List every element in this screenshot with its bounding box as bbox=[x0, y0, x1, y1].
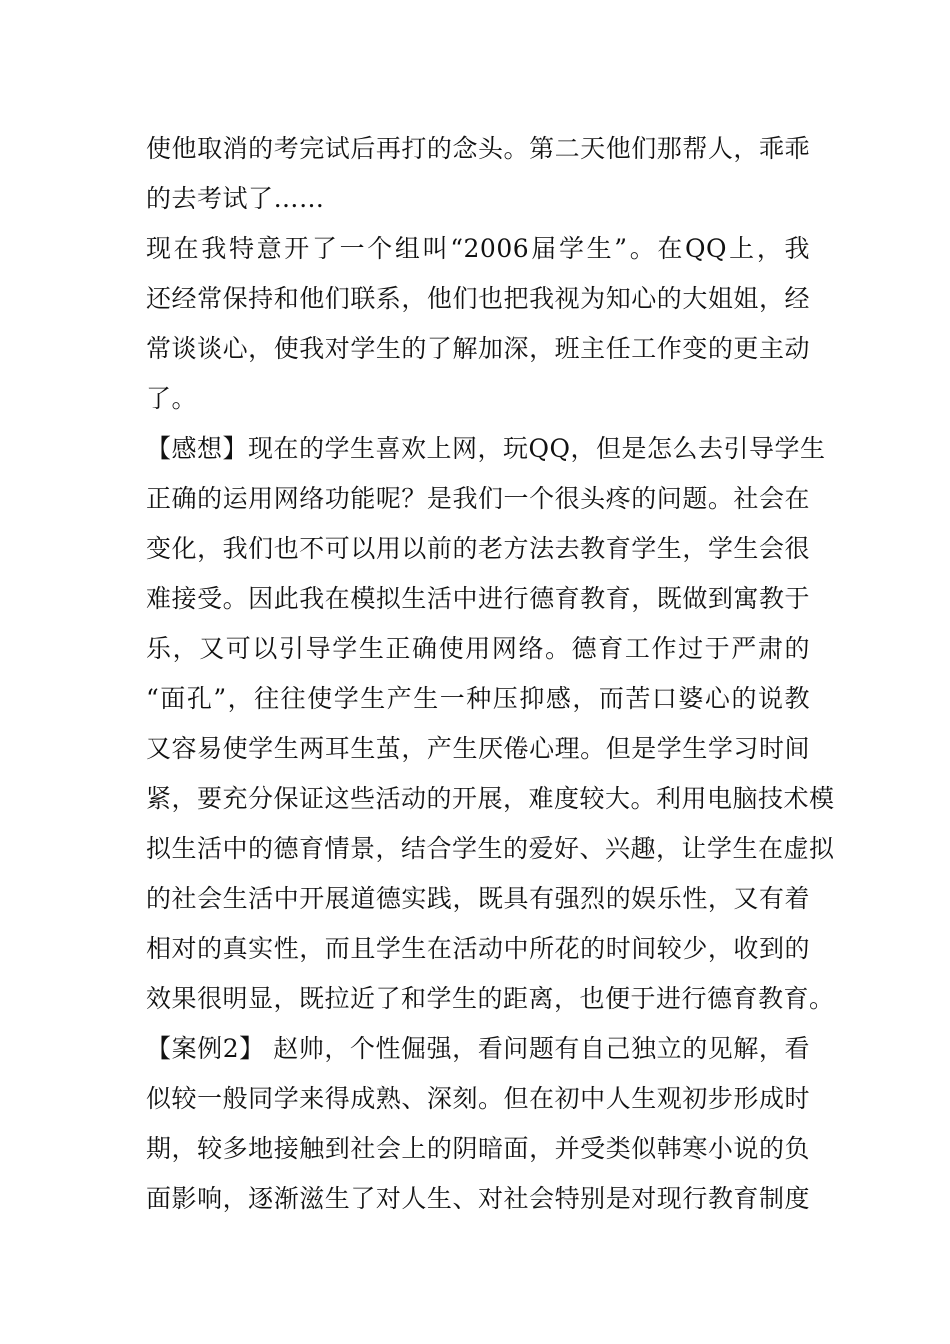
text-line: 【感想】现在的学生喜欢上网，玩QQ，但是怎么去引导学生 bbox=[146, 434, 826, 463]
text-line: 乐，又可以引导学生正确使用网络。德育工作过于严肃的 bbox=[146, 634, 810, 663]
text-line: 常谈谈心，使我对学生的了解加深，班主任工作变的更主动 bbox=[146, 334, 810, 363]
text-line: 期，较多地接触到社会上的阴暗面，并受类似韩寒小说的负 bbox=[146, 1134, 810, 1163]
text-line: 面影响，逐渐滋生了对人生、对社会特别是对现行教育制度 bbox=[146, 1184, 810, 1213]
text-line: 难接受。因此我在模拟生活中进行德育教育，既做到寓教于 bbox=[146, 584, 810, 613]
text-line: 拟生活中的德育情景，结合学生的爱好、兴趣，让学生在虚拟 bbox=[146, 834, 835, 863]
text-line: 还经常保持和他们联系，他们也把我视为知心的大姐姐，经 bbox=[146, 284, 810, 313]
text-line: “面孔”，往往使学生产生一种压抑感，而苦口婆心的说教 bbox=[146, 684, 810, 713]
text-line: 了。 bbox=[146, 384, 198, 413]
text-line: 紧，要充分保证这些活动的开展，难度较大。利用电脑技术模 bbox=[146, 784, 835, 813]
text-line: 效果很明显，既拉近了和学生的距离，也便于进行德育教育。 bbox=[146, 984, 835, 1013]
text-line: 现在我特意开了一个组叫“2006届学生”。在QQ上，我 bbox=[146, 234, 810, 263]
text-line: 变化，我们也不可以用以前的老方法去教育学生，学生会很 bbox=[146, 534, 810, 563]
text-line: 相对的真实性，而且学生在活动中所花的时间较少，收到的 bbox=[146, 934, 810, 963]
text-line: 似较一般同学来得成熟、深刻。但在初中人生观初步形成时 bbox=[146, 1084, 810, 1113]
body-text bbox=[146, 124, 835, 1224]
text-line: 正确的运用网络功能呢？是我们一个很头疼的问题。社会在 bbox=[146, 484, 810, 513]
text-line: 使他取消的考完试后再打的念头。第二天他们那帮人，乖乖 bbox=[146, 134, 810, 163]
text-line: 的去考试了…… bbox=[146, 184, 325, 213]
text-line: 又容易使学生两耳生茧，产生厌倦心理。但是学生学习时间 bbox=[146, 734, 810, 763]
text-line: 的社会生活中开展道德实践，既具有强烈的娱乐性，又有着 bbox=[146, 884, 810, 913]
text-line: 【案例2】 赵帅，个性倔强，看问题有自己独立的见解，看 bbox=[146, 1034, 810, 1063]
